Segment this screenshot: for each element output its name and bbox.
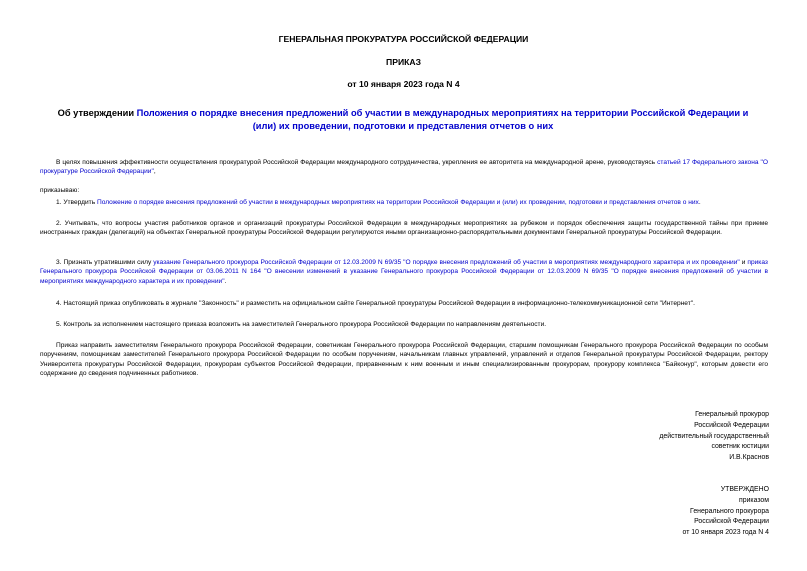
intro-end: , — [153, 168, 156, 176]
date-number-heading: от 10 января 2023 года N 4 — [347, 79, 460, 89]
authority-heading: ГЕНЕРАЛЬНАЯ ПРОКУРАТУРА РОССИЙСКОЙ ФЕДЕРАЦИИ — [278, 34, 529, 44]
paragraph-1 — [40, 198, 768, 207]
approved-line: Российской Федерации — [694, 518, 769, 526]
signature-line: Генеральный прокурор — [695, 411, 769, 418]
paragraph-6: Приказ направить заместителям Генерального прокурора Российской Федерации, советникам Генерального прокурора Российской Федерации, старшим помощникам Генерального прокурора Российской Федерации по особым поручениям, помощникам заместителей Генерального прокурора Российской Федерации по особым поручениям, начальникам главных управлений, управлений и отделов Генеральной прокуратуры Российской Федерации, ректору Университета прокуратуры Российской Федерации, прокурорам субъектов Российской Федерации, приравненным к ним военным и иным специализированным прокурорам, прокурору комплекса "Байконур", которым довести его содержание до сведения подчиненных работников. — [40, 342, 768, 378]
signature-line: Российской Федерации — [694, 421, 769, 429]
signature-line: И.В.Краснов — [729, 454, 769, 462]
instruction-2009-link[interactable]: указание Генерального прокурора Российской Федерации от 12.03.2009 N 69/35 "О порядке внесения предложений об участии в мероприятиях международного характера и их проведении" — [153, 259, 740, 266]
intro-paragraph — [40, 158, 768, 177]
signature-line: действительный государственный — [659, 432, 769, 440]
paragraph-3 — [40, 258, 768, 286]
approved-line: УТВЕРЖДЕНО — [720, 486, 769, 493]
p3-text: 3. Признать утратившими силу — [56, 259, 154, 266]
intro-text: В целях повышения эффективности осуществления прокуратурой Российской Федерации международного сотрудничества, укрепления ее авторитета на международной арене, руководствуясь — [56, 159, 658, 166]
signature-block — [529, 410, 769, 464]
law-article-link[interactable]: статьей 17 Федерального закона "О прокуратуре Российской Федерации" — [40, 159, 769, 176]
paragraph-5: 5. Контроль за исполнением настоящего приказа возложить на заместителей Генерального прокурора Российской Федерации по направлениям деятельности. — [56, 321, 547, 328]
approved-line: от 10 января 2023 года N 4 — [682, 529, 769, 537]
document-title — [52, 107, 754, 133]
order-2011-link[interactable]: приказ Генерального прокурора Российской Федерации от 03.06.2011 N 164 "О внесении изменений в указание Генерального прокурора Российской Федерации от 12.03.2009 N 69/35 "О порядке внесения предложений об участии в мероприятиях международного характера и их проведении" — [40, 259, 768, 285]
title-prefix: Об утверждении — [57, 108, 137, 118]
approved-line: приказом — [739, 496, 769, 504]
p3-end: . — [224, 277, 227, 285]
paragraph-4: 4. Настоящий приказ опубликовать в журнале "Законность" и разместить на официальном сайте Генеральной прокуратуры Российской Федерации в информационно-телекоммуникационной сети "Интернет". — [56, 300, 695, 307]
p3-mid: и — [739, 259, 748, 266]
p1-end: . — [698, 199, 701, 206]
doc-type-heading: ПРИКАЗ — [386, 57, 421, 67]
regulation-link[interactable]: Положение о порядке внесения предложений об участии в международных мероприятиях на территории Российской Федерации и (или) их проведении, подготовки и представления отчетов о них — [96, 199, 699, 206]
approved-line: Генерального прокурора — [690, 507, 769, 515]
order-word: приказываю: — [40, 187, 80, 194]
title-regulation-link[interactable]: Положения о порядке внесения предложений об участии в международных мероприятиях на территории Российской Федерации и (или) их проведении, подготовки и представления отчетов о них — [136, 108, 749, 131]
approved-block — [529, 485, 769, 539]
signature-line: советник юстиции — [711, 443, 769, 451]
paragraph-2: 2. Учитывать, что вопросы участия работников органов и организаций прокуратуры Российской Федерации в международных мероприятиях за рубежом и порядок обеспечения защиты государственной тайны при приеме иностранных граждан (делегаций) на объектах Генеральной прокуратуры Российской Федерации регулируются иными организационно-распорядительными документами Генеральной прокуратуры Российской Федерации. — [40, 220, 768, 237]
p1-text: 1. Утвердить — [56, 199, 97, 206]
